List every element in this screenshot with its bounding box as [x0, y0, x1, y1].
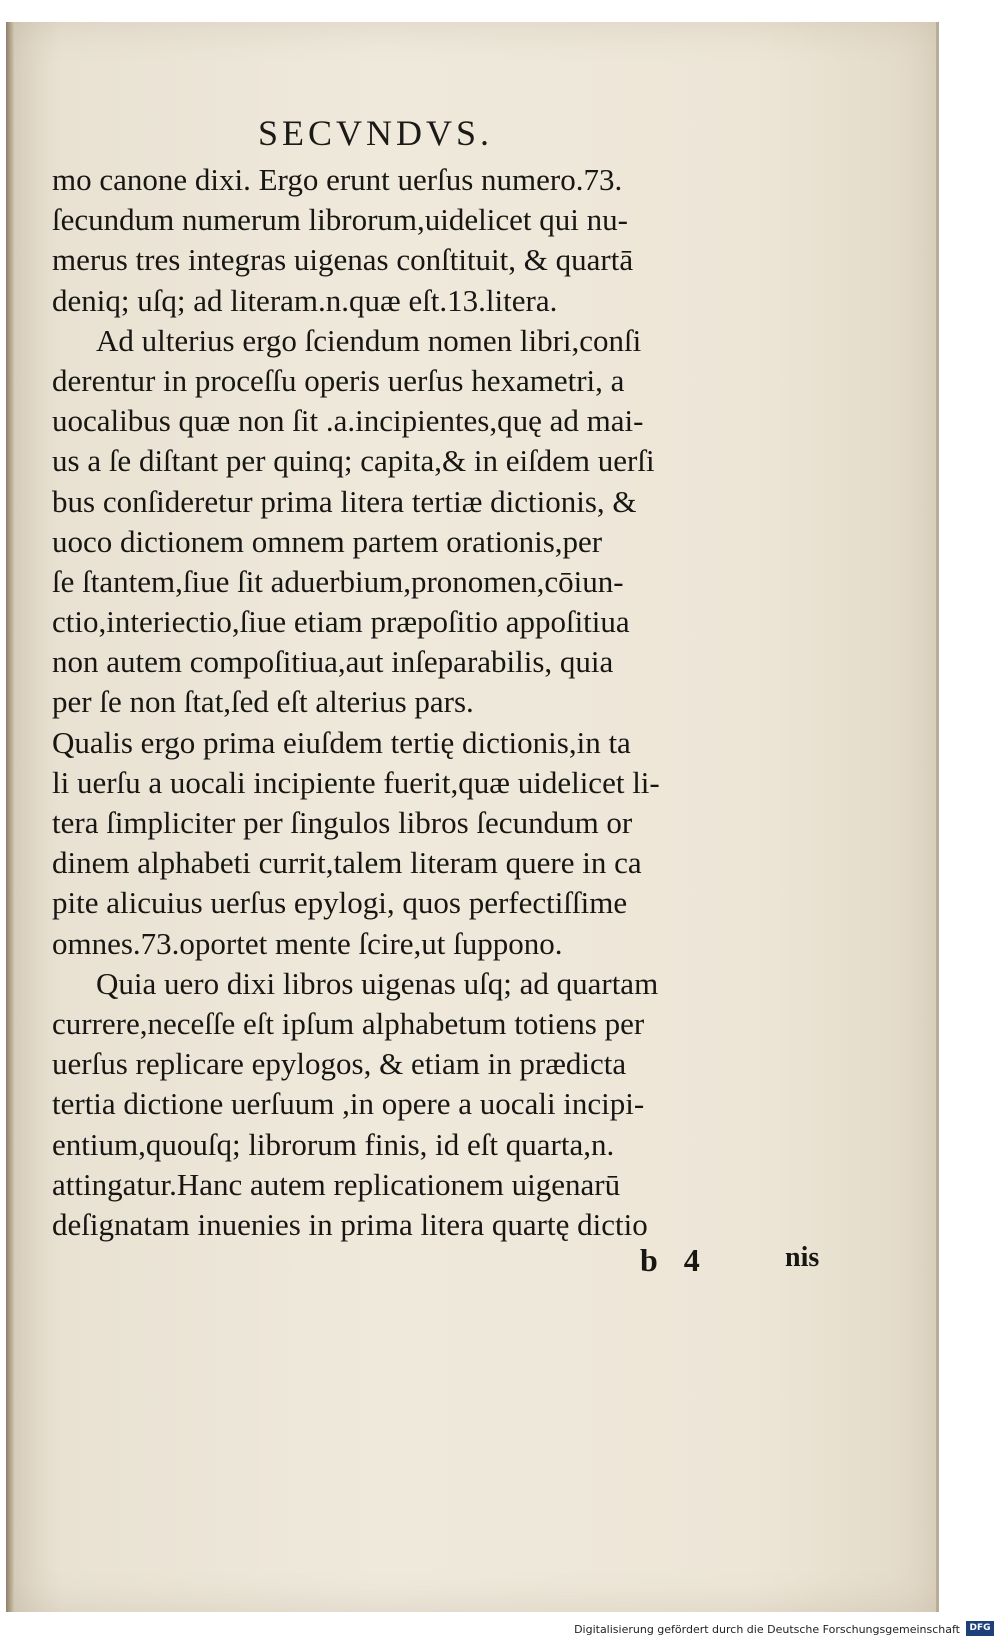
text-line: Quia uero dixi libros uigenas uſq; ad quartam	[96, 965, 659, 1001]
text-line: Qualis ergo prima eiuſdem tertię dictionis,in ta	[52, 724, 631, 760]
text-line: pite alicuius uerſus epylogi, quos perfectiſſime	[52, 885, 628, 921]
text-line: attingatur.Hanc autem replicationem uigenarū	[52, 1166, 621, 1202]
dfg-logo-icon: DFG	[966, 1621, 994, 1636]
text-line: tertia dictione uerſuum ,in opere a uocali incipi-	[52, 1086, 645, 1122]
text-line: ctio,interiectio,ſiue etiam præpoſitio appoſitiua	[52, 604, 630, 640]
text-line: merus tres integras uigenas conſtituit, & quartā	[52, 242, 634, 278]
text-line: derentur in proceſſu operis uerſus hexametri, a	[52, 362, 625, 398]
text-line: uerſus replicare epylogos, & etiam in prædicta	[52, 1046, 627, 1082]
text-line: bus conſideretur prima litera tertiæ dictionis, &	[52, 483, 637, 519]
signature-letter: b	[640, 1242, 658, 1278]
signature-number: 4	[683, 1242, 700, 1278]
text-line: li uerſu a uocali incipiente fuerit,quæ uidelicet li-	[52, 764, 660, 800]
text-line: deniq; uſq; ad literam.n.quæ eſt.13.litera.	[52, 282, 558, 318]
catchword: nis	[785, 1242, 820, 1273]
text-line: currere,neceſſe eſt ipſum alphabetum totiens per	[52, 1005, 645, 1041]
text-line: per ſe non ſtat,ſed eſt alterius pars.	[52, 684, 474, 720]
text-line: tera ſimpliciter per ſingulos libros ſecundum or	[52, 805, 633, 840]
text-line: ſe ſtantem,ſiue ſit aduerbium,pronomen,cōiun-	[52, 563, 624, 599]
funding-credit: Digitalisierung gefördert durch die Deutsche Forschungsgemeinschaft	[574, 1623, 960, 1636]
text-block	[52, 160, 842, 1245]
text-line: mo canone dixi. Ergo erunt uerſus numero.73.	[52, 162, 623, 197]
text-line: uocalibus quæ non ſit .a.incipientes,quę ad mai-	[52, 403, 644, 439]
text-line: entium,quouſq; librorum finis, id eſt quarta,n.	[52, 1126, 615, 1162]
text-line: us a ſe diſtant per quinq; capita,& in eiſdem uerſi	[52, 443, 655, 479]
text-line: ſecundum numerum librorum,uidelicet qui nu-	[52, 202, 628, 238]
signature-mark	[640, 1242, 726, 1279]
text-line: omnes.73.oportet mente ſcire,ut ſuppono.	[52, 925, 563, 961]
running-head: SECVNDVS.	[258, 113, 494, 153]
text-line: uoco dictionem omnem partem orationis,per	[52, 523, 603, 559]
text-line: deſignatam inuenies in prima litera quartę dictio	[52, 1206, 648, 1242]
text-line: dinem alphabeti currit,talem literam quere in ca	[52, 845, 642, 881]
text-line: non autem compoſitiua,aut inſeparabilis, quia	[52, 644, 614, 680]
text-line: Ad ulterius ergo ſciendum nomen libri,conſi	[96, 322, 642, 358]
page-gutter-edge	[6, 22, 14, 1612]
